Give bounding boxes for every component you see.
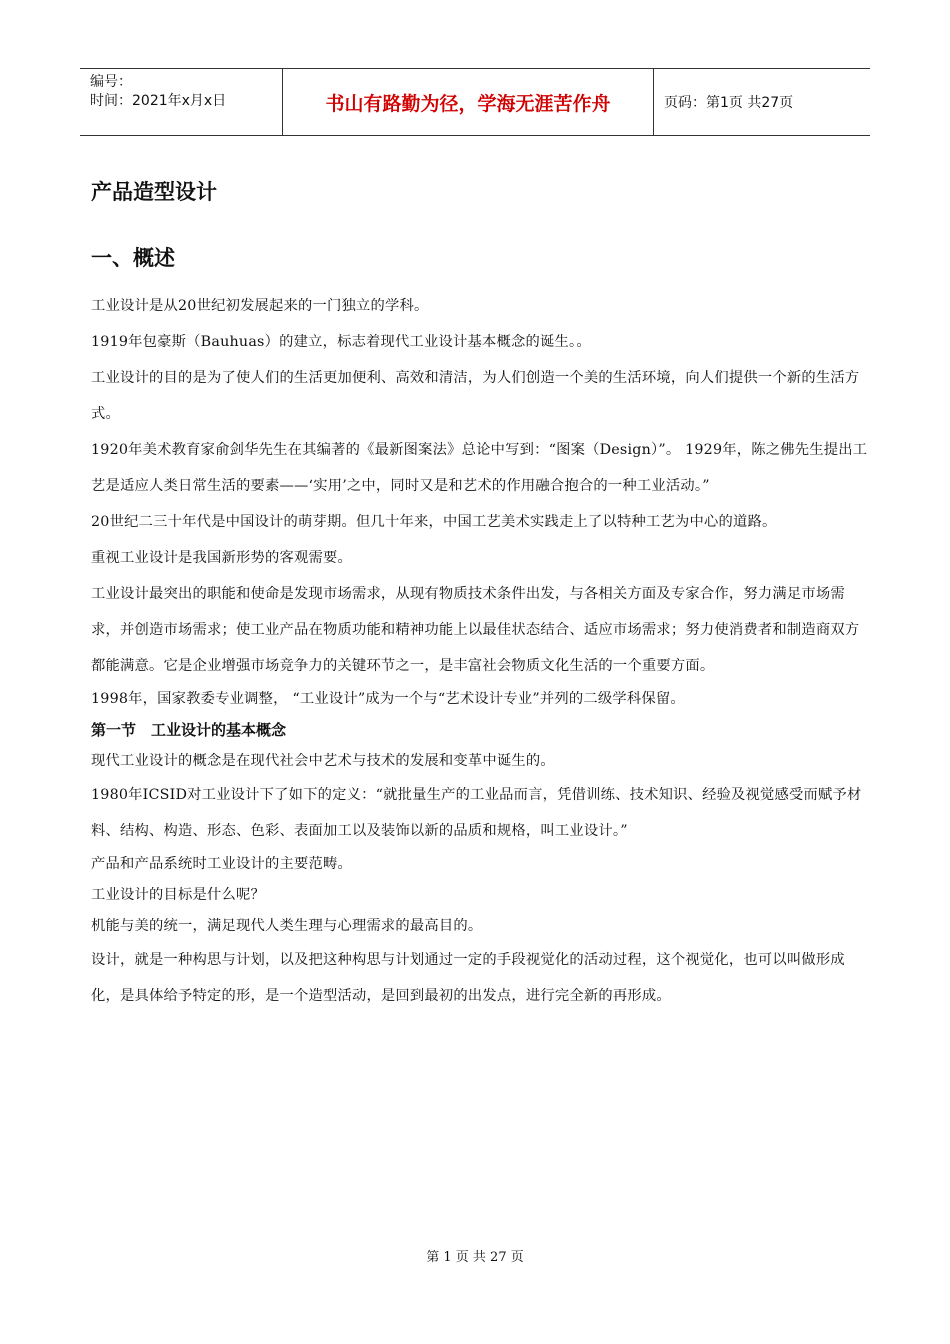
paragraph: 1919年包豪斯（Bauhuas）的建立，标志着现代工业设计基本概念的诞生。。 [91, 334, 591, 350]
paragraph: 1980年ICSID对工业设计下了如下的定义：“就批量生产的工业品而言，凭借训练、技术知识、经验及视觉感受而赋予材料、结构、构造、形态、色彩、表面加工以及装饰以新的品质和规格，叫工业设计。” [91, 787, 862, 839]
paragraph: 1998年，国家教委专业调整， “工业设计”成为一个与“艺术设计专业”并列的二级学科保留。 [91, 691, 685, 707]
header-motto: 书山有路勤为径，学海无涯苦作舟 [282, 69, 654, 135]
section-heading: 一、概述 [91, 246, 175, 270]
paragraph: 工业设计最突出的职能和使命是发现市场需求，从现有物质技术条件出发，与各相关方面及专家合作，努力满足市场需求，并创造市场需求；使工业产品在物质功能和精神功能上以最佳状态结合、适应市场需求；努力使消费者和制造商双方都能满意。它是企业增强市场竞争力的关键环节之一，是丰富社会物质文化生活的一个重要方面。 [91, 586, 860, 674]
header-page-info: 页码：第1页 共27页 [664, 95, 794, 111]
paragraph: 1920年美术教育家俞剑华先生在其编著的《最新图案法》总论中写到：“图案（Design）”。 1929年，陈之佛先生提出工艺是适应人类日常生活的要素——‘实用’之中，同时又是和艺术的作用融合抱合的一种工业活动。” [91, 442, 868, 494]
paragraph: 工业设计的目的是为了使人们的生活更加便利、高效和清洁，为人们创造一个美的生活环境，向人们提供一个新的生活方式。 [91, 370, 860, 422]
header-meta [80, 69, 282, 135]
page-footer: 第 1 页 共 27 页 [426, 1250, 524, 1265]
paragraph: 20世纪二三十年代是中国设计的萌芽期。但几十年来，中国工艺美术实践走上了以特种工艺为中心的道路。 [91, 514, 777, 530]
page-header [80, 68, 870, 136]
subsection-heading: 第一节 工业设计的基本概念 [91, 721, 287, 739]
paragraph: 机能与美的统一，满足现代人类生理与心理需求的最高目的。 [91, 918, 483, 934]
paragraph: 工业设计的目标是什么呢？ [91, 887, 265, 903]
paragraph: 工业设计是从20世纪初发展起来的一门独立的学科。 [91, 298, 429, 314]
paragraph: 产品和产品系统时工业设计的主要范畴。 [91, 856, 352, 872]
document-body [91, 176, 871, 1014]
document-title: 产品造型设计 [91, 180, 217, 204]
header-number: 编号： [90, 74, 132, 90]
paragraph: 重视工业设计是我国新形势的客观需要。 [91, 550, 352, 566]
paragraph: 设计，就是一种构思与计划，以及把这种构思与计划通过一定的手段视觉化的活动过程，这个视觉化，也可以叫做形成化，是具体给予特定的形，是一个造型活动，是回到最初的出发点，进行完全新的再形成。 [91, 952, 845, 1004]
paragraph: 现代工业设计的概念是在现代社会中艺术与技术的发展和变革中诞生的。 [91, 753, 555, 769]
header-date: 时间：2021年x月x日 [90, 93, 227, 109]
